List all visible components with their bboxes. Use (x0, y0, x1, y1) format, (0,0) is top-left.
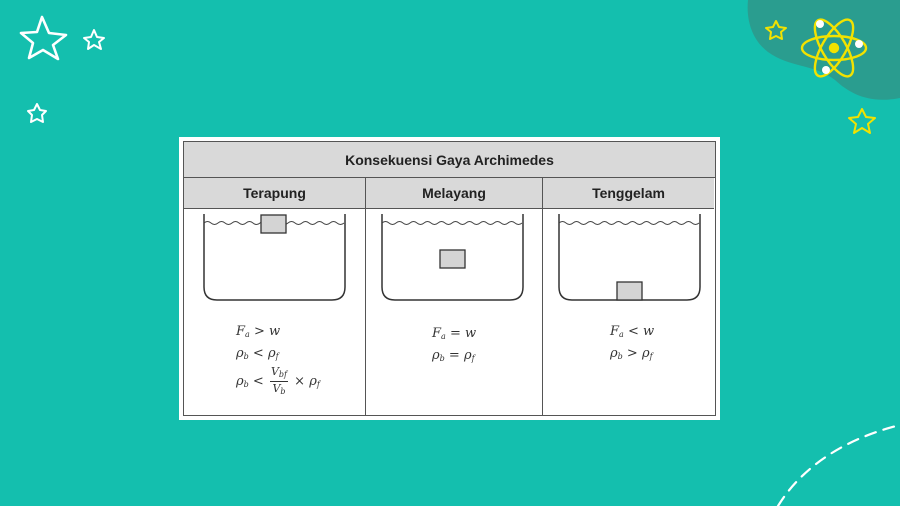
formula-line: $F_a = w$ (432, 326, 477, 341)
archimedes-table (183, 141, 716, 416)
table-title: Konsekuensi Gaya Archimedes (184, 142, 715, 178)
column-melayang (365, 178, 542, 415)
star-outline-icon (84, 30, 104, 49)
column-terapung (184, 178, 365, 415)
water-surface (559, 222, 699, 225)
formula-line: $F_a > w$ (236, 324, 281, 339)
column-header-tenggelam: Tenggelam (543, 178, 714, 209)
formulas-melayang (432, 323, 476, 367)
block-floating (261, 215, 286, 233)
block-suspended (440, 250, 465, 268)
formula-line-fraction: $\rho_b$ < $\frac{V_{bf}}{V_b}$ × $\rho_f$ (236, 365, 320, 396)
column-header-melayang: Melayang (366, 178, 542, 209)
formulas-tenggelam (610, 321, 654, 365)
star-outline-icon (28, 104, 46, 122)
volume-fraction: $\frac{V_{bf}}{V_b}$ (270, 365, 288, 396)
tank-diagram-floating (184, 212, 365, 312)
star-outline-icon (21, 17, 66, 59)
formula-line: $\rho_b > \rho_f$ (610, 346, 653, 361)
formula-line: $F_a < w$ (610, 324, 655, 339)
water-surface (382, 222, 522, 225)
tank-diagram-sunk (543, 212, 715, 312)
block-sunk (617, 282, 642, 300)
formula-line: $\rho_b < \rho_f$ (236, 346, 279, 361)
formulas-terapung (236, 321, 320, 399)
column-tenggelam (542, 178, 714, 415)
archimedes-figure (179, 137, 720, 420)
tank-diagram-suspended (366, 212, 543, 312)
star-outline-icon (849, 109, 875, 133)
column-header-terapung: Terapung (184, 178, 365, 209)
corner-blob (748, 0, 900, 100)
formula-line: $\rho_b = \rho_f$ (432, 348, 475, 363)
dashed-arc (778, 425, 900, 506)
